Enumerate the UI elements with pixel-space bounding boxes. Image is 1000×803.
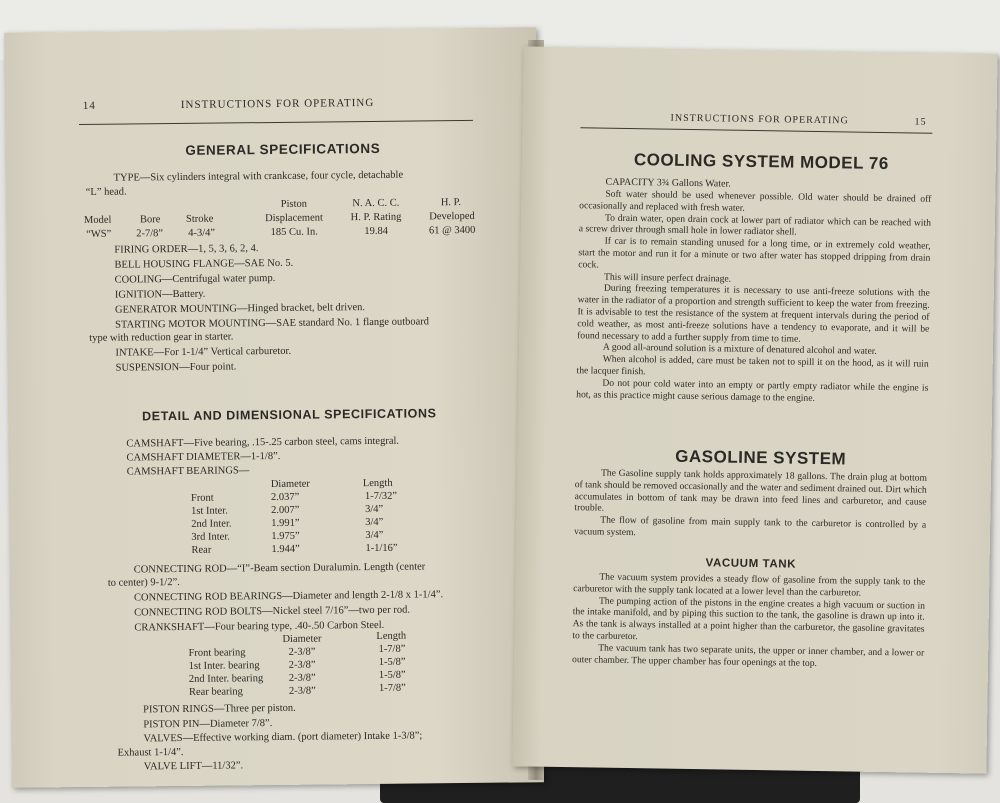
spec-line: Exhaust 1-1/4”. — [117, 746, 184, 759]
spec-line: STARTING MOTOR MOUNTING—SAE standard No. 1 flange outboard — [115, 316, 430, 331]
paragraph: Do not pour cold water into an empty or partly empty radiator while the engine is hot, as this practice might cause serious damage to the engine. — [576, 377, 929, 404]
header-rule — [580, 127, 932, 134]
page-number: 14 — [82, 99, 96, 112]
paragraph: If car is to remain standing unused for a long time, or in extremely cold weather, start the motor and run it for a minute or two after water has stopped dripping from drain cock. — [578, 235, 931, 271]
table-cell: 2nd Inter. bearing — [188, 673, 264, 685]
table-cell: 61 @ 3400 — [428, 224, 476, 237]
table-cell: 3/4” — [365, 516, 384, 529]
type-line-cont: “L” head. — [85, 186, 127, 198]
table-cell: 2-3/8” — [288, 672, 316, 684]
spec-line: VALVES—Effective working diam. (port diameter) Intake 1-3/8”; — [143, 730, 423, 745]
right-page — [512, 46, 997, 773]
table-header: N. A. C. C. — [352, 197, 400, 210]
table-header: Length — [376, 630, 407, 642]
table-cell: 1-1/16” — [365, 542, 398, 555]
spec-line: CRANKSHAFT—Four bearing type, .40-.50 Carbon Steel. — [134, 619, 385, 634]
paragraph: To drain water, open drain cock at lower part of radiator which can be reached with a screw driver through small hole in lower radiator shell. — [578, 212, 932, 239]
left-page — [4, 27, 544, 788]
paragraph: This will insure perfect drainage. — [603, 271, 732, 285]
spec-line: FIRING ORDER—1, 5, 3, 6, 2, 4. — [114, 243, 259, 256]
table-cell: 1.975” — [271, 530, 300, 543]
table-cell: 1.991” — [271, 517, 300, 530]
running-header: INSTRUCTIONS FOR OPERATING — [180, 96, 375, 111]
table-cell: Rear bearing — [188, 686, 243, 698]
table-cell: 1-7/32” — [364, 490, 398, 503]
cooling-text — [576, 188, 931, 406]
running-header: INSTRUCTIONS FOR OPERATING — [670, 112, 849, 127]
spec-line: CONNECTING ROD BEARINGS—Diameter and length 2-1/8 x 1-1/4”. — [133, 589, 444, 604]
paragraph: The vacuum tank has two separate units, the upper or inner chamber, and a lower or outer chamber. The upper chamber has four openings at the top. — [571, 642, 925, 669]
paragraph: During freezing temperatures it is necessary to use anti-freeze solutions with the water in the radiator of a proportion and strength sufficient to keep the water from freezing. It is advisable to test the resistance of the system at frequent intervals during the period of cold weather, as most anti-freeze solutions have a tendency to evaporate, and it will be found necessary to add a further supply from time to time. — [577, 282, 930, 345]
spec-line: CAMSHAFT—Five bearing, .15-.25 carbon steel, cams integral. — [126, 435, 400, 450]
table-header: Piston — [280, 198, 308, 210]
spec-line: INTAKE—For 1-1/4” Vertical carburetor. — [115, 345, 292, 359]
table-header: Bore — [139, 214, 161, 226]
gasoline-text — [574, 467, 927, 543]
table-cell: Front bearing — [188, 647, 246, 659]
spec-line: COOLING—Centrifugal water pump. — [114, 272, 276, 286]
type-line: TYPE—Six cylinders integral with crankcase, four cycle, detachable — [113, 169, 404, 184]
table-cell: 1st Inter. bearing — [188, 660, 260, 672]
table-cell: “WS” — [86, 228, 112, 240]
table-cell: 3rd Inter. — [191, 531, 230, 543]
spec-line: CONNECTING ROD BOLTS—Nickel steel 7/16”—two per rod. — [134, 604, 410, 619]
spec-line: SUSPENSION—Four point. — [115, 361, 237, 374]
paragraph: The vacuum system provides a steady flow of gasoline from the supply tank to the carburetor with the supply tank located at a lower level than the carburetor. — [573, 571, 926, 599]
table-cell: 2.037” — [270, 491, 300, 504]
table-cell: 19.84 — [364, 225, 389, 238]
table-cell: 1.944” — [271, 543, 300, 556]
spec-line: to center) 9-1/2”. — [107, 576, 180, 589]
table-cell: 4-3/4” — [188, 227, 216, 239]
spec-line: PISTON RINGS—Three per piston. — [143, 702, 296, 716]
table-header: Diameter — [270, 478, 310, 491]
table-cell: 2.007” — [271, 504, 300, 517]
gasoline-system-title: GASOLINE SYSTEM — [675, 446, 847, 469]
spec-line: BELL HOUSING FLANGE—SAE No. 5. — [114, 257, 294, 271]
spec-line: CAMSHAFT BEARINGS— — [126, 465, 250, 478]
table-header: Model — [83, 214, 112, 226]
spec-line: IGNITION—Battery. — [114, 288, 206, 301]
table-cell: 3/4” — [365, 529, 384, 542]
spec-line: GENERATOR MOUNTING—Hinged bracket, belt driven. — [114, 302, 366, 316]
header-rule — [79, 120, 473, 125]
paragraph: Soft water should be used whenever possible. Old water should be drained off occasionally and replaced with fresh water. — [579, 188, 932, 214]
paragraph: A good all-around solution is a mixture of denatured alcohol and water. — [602, 341, 877, 358]
table-cell: 185 Cu. In. — [270, 226, 318, 239]
paragraph: The pumping action of the pistons in the engine creates a high vacuum or suction in the intake manifold, and by piping this suction to the tank, the gasoline is drawn up into it. As the tank is always installed at a point higher than the carburetor, the gasoline gravitates to the carburetor. — [572, 595, 926, 643]
spec-line: VALVE LIFT—11/32”. — [143, 760, 244, 773]
table-cell: 2-3/8” — [288, 685, 316, 697]
spec-line: CAMSHAFT DIAMETER—1-1/8”. — [126, 450, 281, 464]
table-cell: 2-3/8” — [288, 646, 316, 658]
table-cell: Front — [190, 492, 214, 504]
detail-specifications-title: DETAIL AND DIMENSIONAL SPECIFICATIONS — [142, 406, 437, 424]
table-header: H. P. — [440, 197, 461, 209]
spec-line: CONNECTING ROD—“I”-Beam section Duralumin. Length (center — [133, 561, 426, 576]
table-cell: 1-7/8” — [378, 643, 406, 655]
table-header: H. P. Rating — [350, 211, 402, 224]
general-specifications-title: GENERAL SPECIFICATIONS — [185, 140, 381, 158]
vacuum-text — [572, 571, 925, 671]
table-cell: 1-7/8” — [378, 682, 406, 694]
table-header: Stroke — [185, 213, 214, 225]
capacity-line: CAPACITY 3¾ Gallons Water. — [605, 176, 731, 190]
table-cell: 1-5/8” — [378, 656, 406, 668]
table-header: Displacement — [265, 212, 323, 225]
table-cell: 3/4” — [365, 503, 384, 516]
table-cell: Rear — [191, 544, 212, 556]
vacuum-tank-title: VACUUM TANK — [705, 557, 797, 571]
table-cell: 1-5/8” — [378, 669, 406, 681]
paragraph: The Gasoline supply tank holds approximately 18 gallons. The drain plug at bottom of tank should be removed occasionally and the water and sediment drained out. Dirt which accumulates in bottom of tank may be drawn into feed lines and carburetor, and cause trouble. — [574, 467, 928, 515]
table-header: Diameter — [282, 633, 322, 645]
spec-line: PISTON PIN—Diameter 7/8”. — [143, 718, 273, 731]
page-number: 15 — [914, 116, 927, 128]
table-header: Developed — [429, 210, 475, 223]
paragraph: When alcohol is added, care must be taken not to spill it on the hood, as it will ruin the lacquer finish. — [576, 353, 929, 378]
table-cell: 2-7/8” — [136, 228, 164, 240]
table-cell: 1st Inter. — [191, 505, 228, 517]
table-cell: 2-3/8” — [288, 659, 316, 671]
spec-line: type with reduction gear in starter. — [89, 331, 234, 344]
cooling-system-title: COOLING SYSTEM MODEL 76 — [633, 150, 889, 174]
table-cell: 2nd Inter. — [191, 518, 232, 530]
table-header: Length — [362, 477, 393, 490]
paragraph: The flow of gasoline from main supply tank to the carburetor is controlled by a vacuum system. — [573, 514, 927, 539]
